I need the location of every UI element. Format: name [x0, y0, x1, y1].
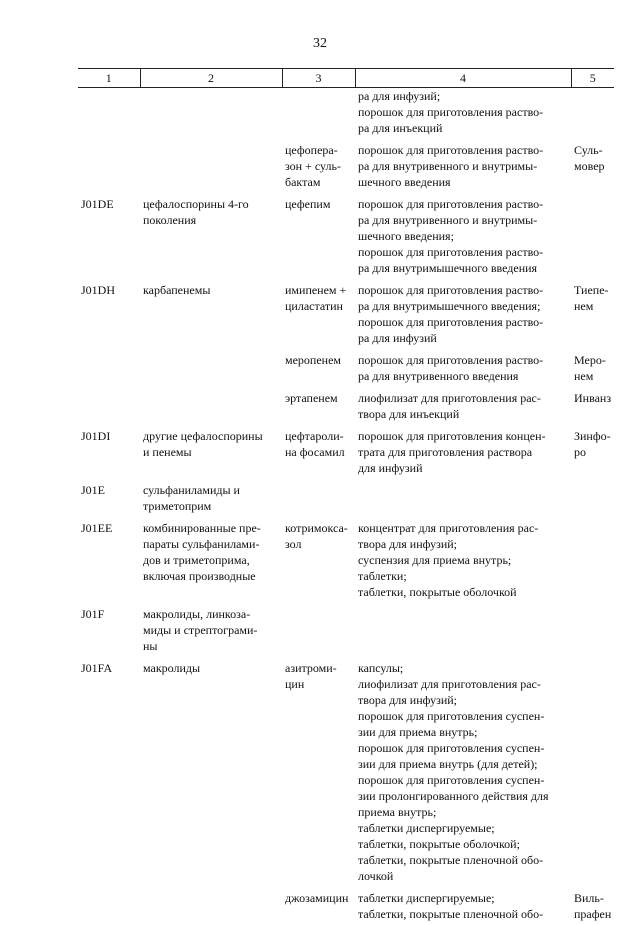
dosage-forms-cell	[355, 603, 571, 657]
dosage-forms-cell: порошок для приготовления раство- ра для внутривенного и внутримы- шечного введения	[358, 143, 544, 189]
atc-code-cell: J01EE	[81, 521, 113, 535]
brand-cell: Инванз	[574, 391, 612, 405]
brand-cell	[571, 193, 614, 279]
page-number: 32	[313, 36, 327, 51]
atc-code-cell: J01DH	[81, 283, 116, 297]
table-row	[78, 603, 614, 657]
brand-cell	[571, 657, 614, 887]
table-header-row	[78, 69, 614, 88]
substance-cell: цефепим	[285, 197, 331, 211]
dosage-forms-cell	[355, 479, 571, 517]
dosage-forms-cell: порошок для приготовления раство- ра для внутривенного и внутримы- шечного введения; порошок для приготовления раство- ра для внутримышечного введения	[358, 197, 544, 275]
atc-code-cell: J01DI	[81, 429, 111, 443]
table-row	[78, 387, 614, 425]
table-row	[78, 517, 614, 603]
table-row	[78, 139, 614, 193]
column-header-5: 5	[571, 69, 614, 88]
dosage-forms-cell: лиофилизат для приготовления рас- твора для инъекций	[358, 391, 541, 421]
brand-cell	[571, 479, 614, 517]
column-header-1: 1	[78, 69, 140, 88]
substance-cell: эртапенем	[285, 391, 338, 405]
dosage-forms-cell: таблетки диспергируемые; таблетки, покрытые пленочной обо-	[358, 891, 544, 921]
substance-cell: джозамицин	[285, 891, 349, 905]
substance-cell	[282, 479, 355, 517]
substance-cell: цефтароли- на фосамил	[285, 429, 345, 459]
atc-code-cell: J01F	[81, 607, 105, 621]
group-cell	[140, 349, 282, 387]
substance-cell: цефопера- зон + суль- бактам	[285, 143, 341, 189]
group-cell: сульфаниламиды и триметоприм	[143, 483, 240, 513]
table-row	[78, 657, 614, 887]
dosage-forms-cell: ра для инфузий; порошок для приготовления раство- ра для инъекций	[358, 89, 544, 135]
group-cell	[140, 88, 282, 140]
substance-cell	[282, 88, 355, 140]
dosage-forms-cell: капсулы; лиофилизат для приготовления рас- твора для инфузий; порошок для приготовления суспен- зии для приема внутрь; порошок для приготовления суспен- зии для приема внутрь (для детей); порошок для приготовления суспен- зии пролонгированного действия для приема внутрь; таблетки диспергируемые; таблетки, покрытые оболочкой; таблетки, покрытые пленочной обо- лочкой	[358, 661, 549, 883]
group-cell	[140, 887, 282, 925]
atc-code-cell	[78, 139, 140, 193]
column-header-2: 2	[140, 69, 282, 88]
brand-cell: Виль- прафен	[574, 891, 612, 921]
table-row	[78, 193, 614, 279]
group-cell: комбинированные пре- параты сульфанилами- дов и триметоприма, включая производные	[143, 521, 261, 583]
group-cell	[140, 139, 282, 193]
table-row	[78, 88, 614, 140]
atc-code-cell	[78, 88, 140, 140]
dosage-forms-cell: порошок для приготовления раство- ра для внутримышечного введения; порошок для приготовления раство- ра для инфузий	[358, 283, 544, 345]
substance-cell: меропенем	[285, 353, 342, 367]
atc-code-cell	[78, 887, 140, 925]
table-row	[78, 279, 614, 349]
column-header-4: 4	[355, 69, 571, 88]
brand-cell	[571, 88, 614, 140]
atc-code-cell: J01E	[81, 483, 105, 497]
group-cell: макролиды, линкоза- миды и стрептограми- ны	[143, 607, 258, 653]
atc-code-cell	[78, 349, 140, 387]
group-cell: макролиды	[143, 661, 201, 675]
table-row	[78, 425, 614, 479]
brand-cell: Суль- мовер	[574, 143, 605, 173]
brand-cell: Зинфо- ро	[574, 429, 611, 459]
group-cell	[140, 387, 282, 425]
brand-cell: Меро- нем	[574, 353, 606, 383]
dosage-forms-cell: концентрат для приготовления рас- твора для инфузий; суспензия для приема внутрь; таблетки; таблетки, покрытые оболочкой	[358, 521, 539, 599]
brand-cell: Тиепе- нем	[574, 283, 609, 313]
atc-code-cell: J01FA	[81, 661, 113, 675]
drug-table	[78, 68, 614, 925]
atc-code-cell	[78, 387, 140, 425]
column-header-3: 3	[282, 69, 355, 88]
substance-cell: котримокса- зол	[285, 521, 348, 551]
brand-cell	[571, 603, 614, 657]
table-row	[78, 887, 614, 925]
group-cell: другие цефалоспорины и пенемы	[143, 429, 263, 459]
substance-cell: азитроми- цин	[285, 661, 337, 691]
dosage-forms-cell: порошок для приготовления раство- ра для внутривенного введения	[358, 353, 544, 383]
substance-cell	[282, 603, 355, 657]
table-row	[78, 479, 614, 517]
substance-cell: имипенем + циластатин	[285, 283, 347, 313]
group-cell: цефалоспорины 4-го поколения	[143, 197, 249, 227]
dosage-forms-cell: порошок для приготовления концен- трата для приготовления раствора для инфузий	[358, 429, 546, 475]
group-cell: карбапенемы	[143, 283, 211, 297]
atc-code-cell: J01DE	[81, 197, 114, 211]
table-row	[78, 349, 614, 387]
brand-cell	[571, 517, 614, 603]
